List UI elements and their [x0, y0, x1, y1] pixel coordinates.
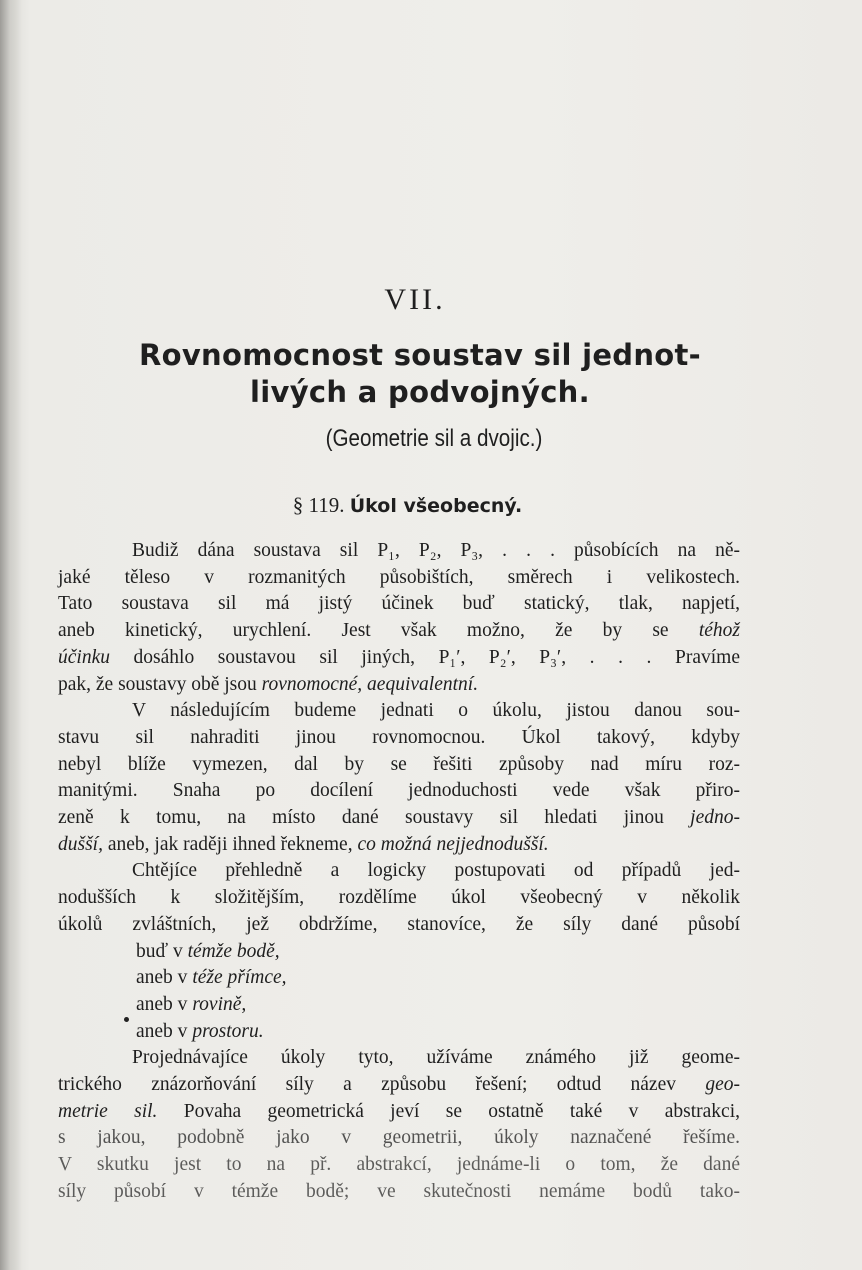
text-span: dosáhlo soustavou sil jiných, P₁′, P₂′, P₃′, . . . Pravíme — [109, 646, 740, 668]
text-span: aneb, jak raději ihned řekneme, — [102, 833, 358, 855]
text-line — [58, 645, 740, 672]
text-span: aneb v — [136, 1020, 193, 1042]
text-span: Povaha geometrická jeví se ostatně také v abstrakci, — [157, 1100, 740, 1122]
ink-spot — [124, 1017, 129, 1022]
emphasis: dušší, — [58, 833, 103, 855]
list-item — [58, 1019, 740, 1046]
text-span: trického znázorňování síly a způsobu řešení; odtud název — [58, 1074, 706, 1096]
emphasis: téže přímce, — [192, 967, 287, 989]
text-line: s jakou, podobně jako v geometrii, úkoly naznačené řešíme. — [58, 1127, 740, 1149]
text-line: manitými. Snaha po docílení jednoduchosti vede však přiro- — [58, 780, 740, 802]
text-line: stavu sil nahraditi jinou rovnomocnou. Úkol takový, kdyby — [58, 726, 740, 748]
text-span: aneb v — [136, 967, 193, 989]
text-span: aneb kinetický, urychlení. Jest však možno, že by se — [58, 620, 699, 642]
text-line — [58, 1072, 740, 1099]
chapter-subtitle: (Geometrie sil a dvojic.) — [325, 425, 543, 452]
text-line — [58, 618, 740, 645]
text-line: Projednávajíce úkoly tyto, užíváme známého již geome- — [132, 1047, 740, 1069]
list-item — [58, 965, 740, 992]
text-line: úkolů zvláštních, jež obdržíme, stanovíce, že síly dané působí — [58, 913, 740, 935]
text-line — [58, 832, 740, 859]
text-span: aneb v — [136, 993, 193, 1015]
text-line — [58, 805, 740, 832]
chapter-number: VII. — [384, 283, 446, 316]
emphasis: jedno- — [690, 807, 740, 829]
emphasis: témže bodě, — [187, 940, 280, 962]
text-line — [58, 1099, 740, 1126]
binding-shadow — [0, 0, 22, 1270]
text-line: jaké těleso v rozmanitých působištích, směrech i velikostech. — [58, 566, 740, 588]
section-title: Úkol všeobecný. — [349, 495, 523, 517]
chapter-title — [60, 337, 780, 411]
text-line: nebyl blíže vymezen, dal by se řešiti způsoby nad míru roz- — [58, 753, 740, 775]
emphasis: rovině, — [192, 993, 247, 1015]
list-item — [58, 939, 740, 966]
section-heading — [0, 493, 815, 518]
list-item — [58, 992, 740, 1019]
chapter-title-line2: livých a podvojných. — [250, 375, 590, 409]
emphasis: geo- — [705, 1074, 740, 1096]
text-span: buď v — [136, 940, 188, 962]
emphasis: co možná nejjednodušší. — [357, 833, 549, 855]
emphasis: účinku — [58, 646, 110, 668]
section-number: § 119. — [292, 493, 345, 517]
text-span: pak, že soustavy obě jsou — [58, 673, 262, 695]
text-line: síly působí v témže bodě; ve skutečnosti nemáme bodů tako- — [58, 1180, 740, 1202]
text-line: V následujícím budeme jednati o úkolu, jistou danou sou- — [132, 700, 740, 722]
emphasis: metrie sil. — [58, 1100, 158, 1122]
body-text — [58, 538, 740, 1206]
text-line: nodušších k složitějším, rozdělíme úkol všeobecný v několik — [58, 887, 740, 909]
emphasis: prostoru. — [192, 1020, 264, 1042]
text-line — [58, 672, 740, 699]
emphasis: rovnomocné, aequivalentní. — [261, 673, 479, 695]
text-line: Chtějíce přehledně a logicky postupovati od případů jed- — [132, 860, 740, 882]
text-line: Tato soustava sil má jistý účinek buď statický, tlak, napjetí, — [58, 593, 740, 615]
emphasis: téhož — [698, 620, 740, 642]
text-line: Budiž dána soustava sil P₁, P₂, P₃, . . . působících na ně- — [132, 540, 740, 561]
text-line: V skutku jest to na př. abstrakcí, jednáme-li o tom, že dané — [58, 1154, 740, 1176]
text-span: zeně k tomu, na místo dané soustavy sil hledati jinou — [58, 807, 691, 829]
chapter-title-line1: Rovnomocnost soustav sil jednot- — [138, 338, 702, 372]
